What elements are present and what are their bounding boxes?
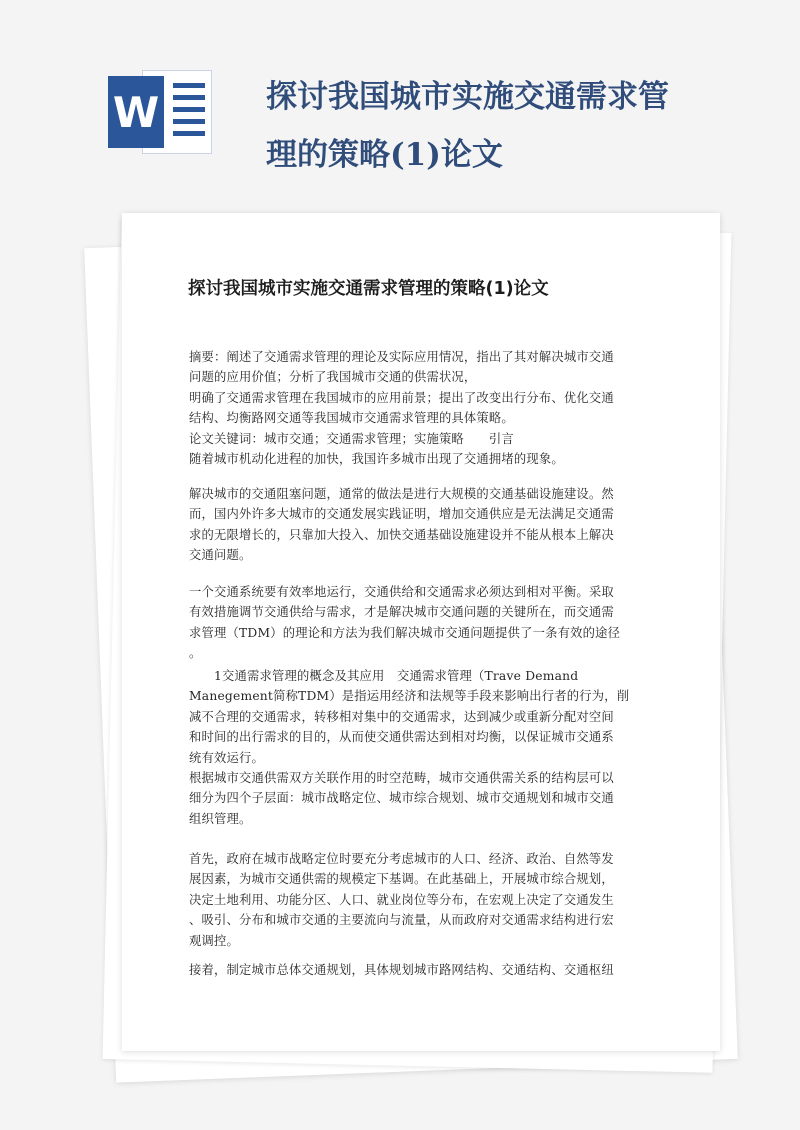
word-document-icon: [108, 70, 212, 154]
document-page: [122, 213, 720, 1051]
paragraph-tdm-concept: 1交通需求管理的概念及其应用 交通需求管理（Trave Demand Manegement简称TDM）是指运用经济和法规等手段来影响出行者的行为，削 减不合理的交通需求，转移相对集中的交通需求，达到减少或重新分配对空间 和时间的出行需求的目的，从而使交通供需达到相对均衡，以保证城市交通系 统有效运行。 根据城市交通供需双方关联作用的时空范畴，城市交通供需关系的结构层可以 细分为四个子层面：城市战略定位、城市综合规划、城市交通规划和城市交通 组织管理。: [189, 669, 630, 826]
paragraph-abstract: 摘要：阐述了交通需求管理的理论及实际应用情况，指出了其对解决城市交通 问题的应用价值；分析了我国城市交通的供需状况， 明确了交通需求管理在我国城市的应用前景；提出了改变出行分布、优化交通 结构、均衡路网交通等我国城市交通需求管理的具体策略。 论文关键词：城市交通；交通需求管理；实施策略 引言 随着城市机动化进程的加快，我国许多城市出现了交通拥堵的现象。: [189, 350, 614, 467]
document-title: 探讨我国城市实施交通需求管理的策略(1)论文: [188, 279, 549, 299]
paragraph-transport-planning: 接着，制定城市总体交通规划，具体规划城市路网结构、交通结构、交通枢纽: [189, 963, 614, 977]
word-logo-badge: W: [108, 76, 164, 148]
header-title: 探讨我国城市实施交通需求管理的策略(1)论文: [266, 79, 669, 173]
paragraph-traffic-congestion: 解决城市的交通阻塞问题，通常的做法是进行大规模的交通基础设施建设。然 而，国内外许多大城市的交通发展实践证明，增加交通供应是无法满足交通需 求的无限增长的，只靠加大投入、加快交通基础设施建设并不能从根本上解决 交通问题。: [189, 487, 614, 563]
paragraph-city-strategy: 首先，政府在城市战略定位时要充分考虑城市的人口、经济、政治、自然等发 展因素，为城市交通供需的规模定下基调。在此基础上，开展城市综合规划， 决定土地利用、功能分区、人口、就业岗位等分布，在宏观上决定了交通发生 、吸引、分布和城市交通的主要流向与流量，从而政府对交通需求结构进行宏 观调控。: [189, 852, 614, 948]
paragraph-supply-demand-balance: 一个交通系统要有效率地运行，交通供给和交通需求必须达到相对平衡。采取 有效措施调节交通供给与需求，才是解决城市交通问题的关键所在，而交通需 求管理（TDM）的理论和方法为我们解决城市交通问题提供了一条有效的途径 。: [189, 585, 621, 661]
